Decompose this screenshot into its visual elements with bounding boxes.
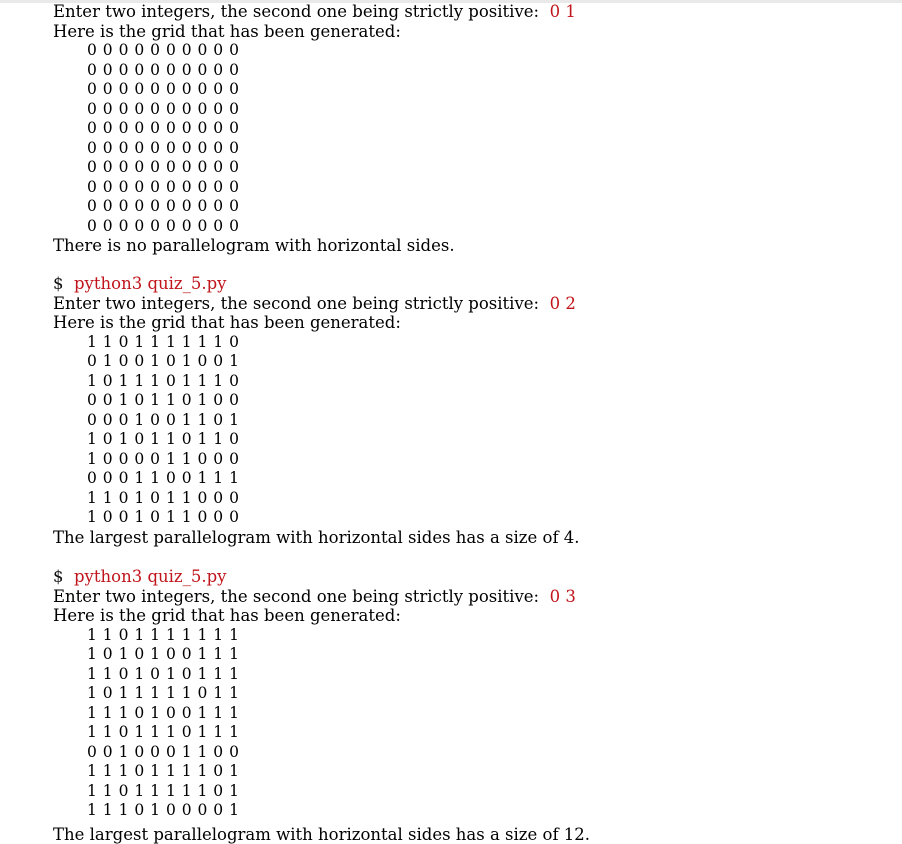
command-line [53, 567, 873, 587]
grid-row: 0 0 0 0 0 0 0 0 0 0 [87, 61, 873, 81]
run-output-2 [53, 274, 873, 547]
command-line [53, 274, 873, 294]
grid-row: 0 0 0 0 0 0 0 0 0 0 [87, 197, 873, 217]
grid-row: 1 0 1 0 1 0 0 1 1 1 [87, 645, 873, 665]
run-output-3 [53, 567, 873, 844]
grid-row: 1 1 0 1 1 1 1 1 1 0 [87, 333, 873, 353]
grid-row: 0 0 0 0 0 0 0 0 0 0 [87, 217, 873, 237]
grid-row: 1 0 1 0 1 1 0 1 1 0 [87, 430, 873, 450]
input-prompt-line [53, 587, 873, 607]
prompt-text: Enter two integers, the second one being strictly positive: [53, 587, 539, 606]
grid-header: Here is the grid that has been generated: [53, 22, 873, 42]
grid [53, 333, 873, 528]
grid-row: 0 0 1 0 1 1 0 1 0 0 [87, 391, 873, 411]
user-input: 0 3 [550, 587, 576, 606]
grid-row: 0 0 0 1 1 0 0 1 1 1 [87, 469, 873, 489]
shell-prompt: $ [53, 274, 64, 293]
grid-row: 1 1 1 0 1 1 1 1 0 1 [87, 762, 873, 782]
grid-row: 1 1 0 1 1 1 1 1 0 1 [87, 782, 873, 802]
prompt-text: Enter two integers, the second one being strictly positive: [53, 2, 539, 21]
input-prompt-line [53, 294, 873, 314]
grid-row: 1 1 0 1 1 1 1 1 1 1 [87, 626, 873, 646]
grid-row: 1 1 0 1 0 1 1 0 0 0 [87, 489, 873, 509]
user-input: 0 2 [550, 294, 576, 313]
grid-row: 0 0 0 0 0 0 0 0 0 0 [87, 139, 873, 159]
grid-row: 0 0 0 0 0 0 0 0 0 0 [87, 100, 873, 120]
grid-row: 1 0 0 1 0 1 1 0 0 0 [87, 508, 873, 528]
grid-row: 1 0 1 1 1 1 1 0 1 1 [87, 684, 873, 704]
grid-row: 1 1 1 0 1 0 0 1 1 1 [87, 704, 873, 724]
grid-row: 0 0 0 0 0 0 0 0 0 0 [87, 178, 873, 198]
result-line: There is no parallelogram with horizontal sides. [53, 236, 873, 256]
grid-row: 1 1 1 0 1 0 0 0 0 1 [87, 801, 873, 821]
grid-row: 1 1 0 1 1 1 0 1 1 1 [87, 723, 873, 743]
grid-row: 0 0 0 0 0 0 0 0 0 0 [87, 119, 873, 139]
grid [53, 41, 873, 236]
input-prompt-line [53, 2, 873, 22]
shell-prompt: $ [53, 567, 64, 586]
grid-row: 0 0 0 0 0 0 0 0 0 0 [87, 158, 873, 178]
result-line: The largest parallelogram with horizontal sides has a size of 4. [53, 528, 873, 548]
grid-row: 1 1 0 1 0 1 0 1 1 1 [87, 665, 873, 685]
grid-row: 1 0 1 1 1 0 1 1 1 0 [87, 372, 873, 392]
user-input: 0 1 [550, 2, 576, 21]
command-text: python3 quiz_5.py [74, 567, 226, 586]
grid-row: 0 0 0 0 0 0 0 0 0 0 [87, 41, 873, 61]
command-text: python3 quiz_5.py [74, 274, 226, 293]
grid-row: 0 0 1 0 0 0 1 1 0 0 [87, 743, 873, 763]
grid [53, 626, 873, 821]
grid-header: Here is the grid that has been generated: [53, 606, 873, 626]
grid-row: 0 0 0 0 0 0 0 0 0 0 [87, 80, 873, 100]
grid-row: 0 1 0 0 1 0 1 0 0 1 [87, 352, 873, 372]
grid-header: Here is the grid that has been generated: [53, 313, 873, 333]
run-output-1 [53, 2, 873, 256]
grid-row: 0 0 0 1 0 0 1 1 0 1 [87, 411, 873, 431]
result-line: The largest parallelogram with horizontal sides has a size of 12. [53, 825, 873, 844]
grid-row: 1 0 0 0 0 1 1 0 0 0 [87, 450, 873, 470]
prompt-text: Enter two integers, the second one being strictly positive: [53, 294, 539, 313]
